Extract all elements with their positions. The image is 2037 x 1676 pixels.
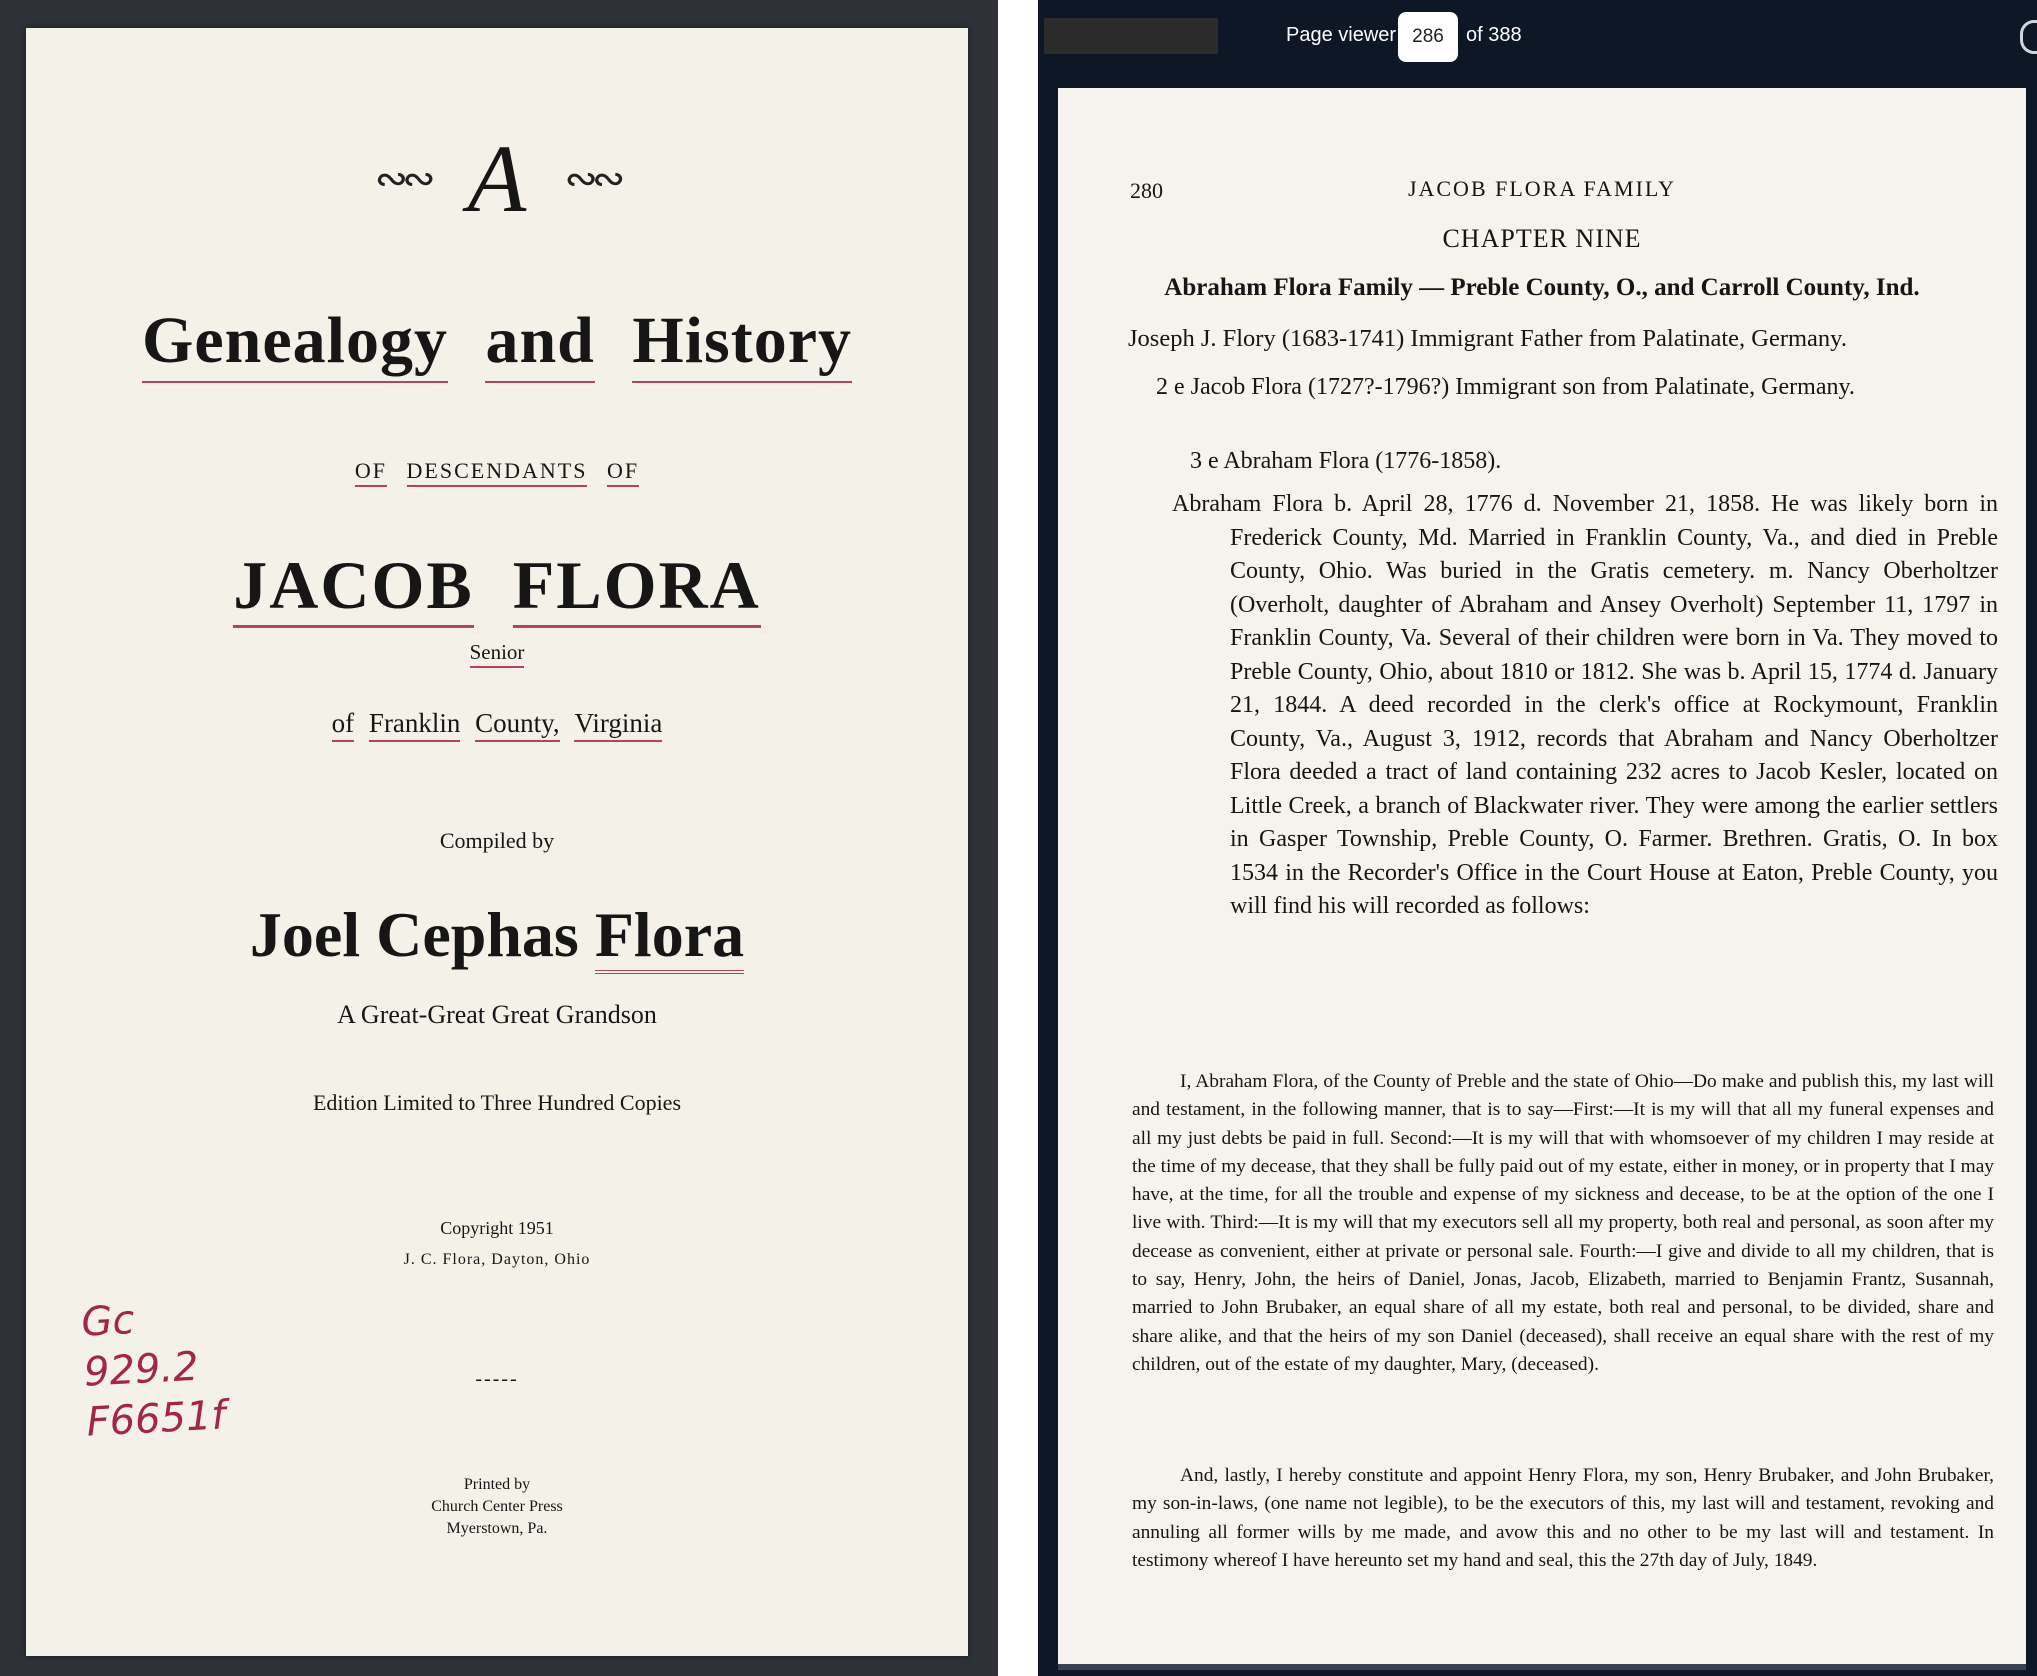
descendants-word: OF	[607, 458, 639, 487]
copyright-line: Copyright 1951	[440, 1218, 554, 1238]
title-page-scan	[26, 28, 968, 1656]
senior-text: Senior	[470, 640, 525, 668]
author-first-names: Joel Cephas	[249, 899, 595, 970]
author-name	[26, 898, 968, 972]
page-viewer-label: Page viewer	[1286, 24, 1397, 46]
ornament-header	[26, 123, 968, 232]
lineage-line: Joseph J. Flory (1683-1741) Immigrant Father from Palatinate, Germany.	[1128, 325, 1847, 352]
flourish-left-icon: ∾∾	[374, 156, 430, 201]
author-last-name: Flora	[595, 899, 744, 974]
lineage-line: 3 e Abraham Flora (1776-1858).	[1190, 448, 1502, 474]
will-paragraph: I, Abraham Flora, of the County of Preble and the state of Ohio—Do make and publish this, my last will and testament, in the following manner, that is to say—First:—It is my will that all my funeral expenses and all my just debts be paid in full. Second:—It is my will that with whomsoever of my children I may reside at the time of my decease, that they shall be fully paid out of my estate, either in money, or in property that I may have, at the time, for all the trouble and expense of my sickness and decease, to be at the option of the one I live with. Third:—It is my will that my executors sell all my property, both real and personal, as soon after my decease as convenient, either at private or personal sale. Fourth:—I give and divide to all my children, that is to say, Henry, John, the heirs of Daniel, Jonas, Jacob, Elizabeth, married to Benjamin Frantz, Susannah, married to John Brubaker, an equal share of all my estate, both real and personal, to be divided, share and share alike, and that the heirs of my son Daniel (deceased), shall receive an equal share with the rest of my children, out of the estate of my daughter, Mary, (deceased).	[1132, 1071, 1994, 1375]
name-word: FLORA	[513, 547, 761, 628]
book-title	[26, 303, 968, 379]
title-page-panel	[0, 0, 998, 1676]
descendants-word: OF	[355, 458, 387, 487]
ornament-letter: A	[467, 125, 527, 232]
county-word: Virginia	[574, 708, 662, 742]
title-word: Genealogy	[142, 304, 448, 383]
chapter-heading: CHAPTER NINE	[1442, 224, 1642, 253]
county-word: of	[332, 708, 355, 742]
biography-paragraph: Abraham Flora b. April 28, 1776 d. November 21, 1858. He was likely born in Frederick County, Md. Married in Franklin County, Va., and died in Preble County, Ohio. Was buried in the Gratis cemetery. m. Nancy Oberholtzer (Overholt, daughter of Abraham and Ansey Overholt) September 11, 1797 in Franklin County, Va. Several of their children were born in Va. They moved to Preble County, Ohio, about 1810 or 1812. She was b. April 15, 1774 d. January 21, 1844. A deed recorded in the clerk's office at Rockymount, Franklin County, Va., August 3, 1912, records that Abraham and Nancy Oberholtzer Flora deeded a tract of land containing 232 acres to Jacob Kesler, located on Little Creek, a branch of Blackwater river. They were among the earlier settlers in Gasper Township, Preble County, O. Farmer. Brethren. Gratis, O. In box 1534 in the Recorder's Office in the Court House at Eaton, Preble County, you will find his will recorded as follows:	[1172, 491, 1998, 919]
publisher-line: J. C. Flora, Dayton, Ohio	[403, 1251, 591, 1268]
page-viewer-panel	[1038, 0, 2037, 1676]
book-page-scan	[1058, 88, 2026, 1664]
page-total: of 388	[1466, 24, 1522, 46]
running-head: JACOB FLORA FAMILY	[1407, 176, 1677, 201]
senior-label	[26, 640, 968, 665]
county-line	[26, 708, 968, 739]
page-edge	[1058, 1664, 2026, 1670]
handwritten-call-number	[80, 1288, 268, 1447]
flourish-right-icon: ∾∾	[564, 156, 620, 201]
author-relation: A Great-Great Great Grandson	[337, 1000, 657, 1029]
county-word: Franklin	[369, 708, 461, 742]
subject-name	[26, 546, 968, 625]
divider: -----	[475, 1368, 519, 1390]
lineage-line: 2 e Jacob Flora (1727?-1796?) Immigrant son from Palatinate, Germany.	[1156, 374, 1855, 400]
panel-edge-icon[interactable]	[2020, 20, 2037, 54]
call-number-line: 929.2	[82, 1343, 200, 1396]
descendants-line	[26, 458, 968, 484]
viewer-toolbar	[1038, 0, 2037, 78]
page-number: 280	[1130, 178, 1163, 203]
printer-credit	[26, 1474, 968, 1540]
printer-line: Myerstown, Pa.	[446, 1520, 548, 1537]
title-word: History	[632, 304, 852, 383]
edition-note: Edition Limited to Three Hundred Copies	[312, 1090, 682, 1115]
page-number-input[interactable]	[1398, 12, 1458, 62]
printer-line: Church Center Press	[431, 1498, 563, 1515]
redacted-area	[1044, 18, 1218, 54]
chapter-subtitle: Abraham Flora Family — Preble County, O., and Carroll County, Ind.	[1164, 274, 1920, 301]
compiled-by-label: Compiled by	[439, 828, 555, 853]
county-word: County,	[475, 708, 560, 742]
title-word: and	[485, 304, 594, 383]
will-paragraph: And, lastly, I hereby constitute and appoint Henry Flora, my son, Henry Brubaker, and John Brubaker, my son-in-laws, (one name not legible), to be the executors of this, my last will and testament, revoking and annuling all former wills by me made, and avow this and no other to be my last will and testament. In testimony whereof I have hereunto set my hand and seal, this the 27th day of July, 1849.	[1132, 1465, 1994, 1571]
call-number-line: F6651f	[85, 1392, 227, 1446]
call-number-line: Gc	[80, 1297, 136, 1346]
descendants-word: DESCENDANTS	[407, 458, 588, 487]
name-word: JACOB	[233, 547, 473, 628]
printer-line: Printed by	[463, 1476, 531, 1493]
